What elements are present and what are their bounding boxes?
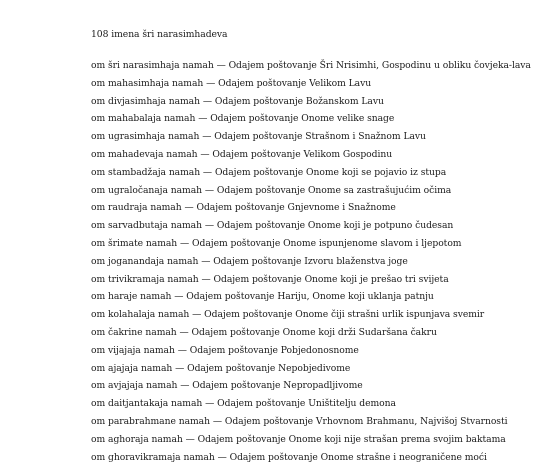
list-item: om divjasimhaja namah — Odajem poštovanje Božanskom Lavu <box>91 95 384 107</box>
list-item: om vijajaja namah — Odajem poštovanje Pobjedonosnome <box>91 344 359 356</box>
list-item: om raudraja namah — Odajem poštovanje Gnjevnome i Snažnome <box>91 202 396 214</box>
name-list <box>91 59 531 468</box>
document-page <box>91 28 531 468</box>
list-item: om daitjantakaja namah — Odajem poštovanje Uništitelju demona <box>91 398 396 410</box>
list-item: om mahabalaja namah — Odajem poštovanje Onome velike snage <box>91 113 395 125</box>
list-item: om šri narasimhaja namah — Odajem poštovanje Šri Nrisimhi, Gospodinu u obliku čovjeka-lava <box>91 60 531 71</box>
list-item: om aghoraja namah — Odajem poštovanje Onome koji nije strašan prema svojim baktama <box>91 433 506 445</box>
list-item: om ajajaja namah — Odajem poštovanje Nepobjedivome <box>91 362 351 374</box>
list-item: om šrimate namah — Odajem poštovanje Onome ispunjenome slavom i ljepotom <box>91 237 462 249</box>
list-item: om kolahalaja namah — Odajem poštovanje Onome čiji strašni urlik ispunjava svemir <box>91 309 485 321</box>
list-item: om ugrasimhaja namah — Odajem poštovanje Strašnom i Snažnom Lavu <box>91 131 426 143</box>
list-item: om čakrine namah — Odajem poštovanje Onome koji drži Sudaršana čakru <box>91 326 437 338</box>
list-item: om parabrahmane namah — Odajem poštovanje Vrhovnom Brahmanu, Najvišoj Stvarnosti <box>91 415 508 427</box>
list-item: om sarvadbutaja namah — Odajem poštovanje Onome koji je potpuno čudesan <box>91 220 454 232</box>
list-item: om joganandaja namah — Odajem poštovanje Izvoru blaženstva joge <box>91 255 408 267</box>
list-item: om mahadevaja namah — Odajem poštovanje Velikom Gospodinu <box>91 148 393 160</box>
list-item: om trivikramaja namah — Odajem poštovanje Onome koji je prešao tri svijeta <box>91 273 449 285</box>
list-item: om ghoravikramaja namah — Odajem poštovanje Onome strašne i neograničene moći <box>91 451 487 463</box>
document-title: 108 imena šri narasimhadeva <box>91 29 228 40</box>
list-item: om mahasimhaja namah — Odajem poštovanje Velikom Lavu <box>91 77 372 89</box>
list-item: om haraje namah — Odajem poštovanje Hariju, Onome koji uklanja patnju <box>91 291 434 303</box>
list-item: om avjajaja namah — Odajem poštovanje Nepropadljivome <box>91 380 363 392</box>
list-item: om ugraločanaja namah — Odajem poštovanje Onome sa zastrašujućim očima <box>91 184 452 196</box>
list-item: om stambadžaja namah — Odajem poštovanje Onome koji se pojavio iz stupa <box>91 166 447 178</box>
